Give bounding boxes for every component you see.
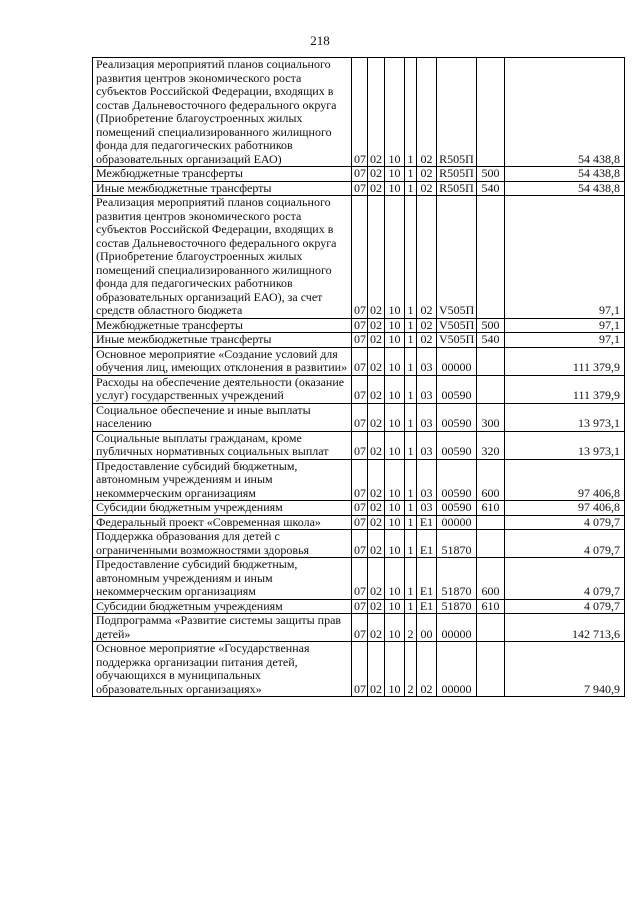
amount: 13 973,1 — [505, 403, 625, 431]
code-subprogram: 1 — [405, 599, 417, 614]
code-subprogram: 2 — [405, 614, 417, 642]
code-section: 07 — [352, 375, 368, 403]
code-direction: 00590 — [437, 501, 477, 516]
code-section: 07 — [352, 558, 368, 600]
amount: 97 406,8 — [505, 501, 625, 516]
row-name: Подпрограмма «Развитие системы защиты прав детей» — [93, 614, 352, 642]
row-name: Субсидии бюджетным учреждениям — [93, 599, 352, 614]
code-event: E1 — [417, 515, 437, 530]
row-name: Предоставление субсидий бюджетным, автономным учреждениям и иным некоммерческим организациям — [93, 459, 352, 501]
code-subprogram: 1 — [405, 558, 417, 600]
code-section: 07 — [352, 347, 368, 375]
code-section: 07 — [352, 642, 368, 697]
code-subprogram: 1 — [405, 58, 417, 167]
code-subsection: 02 — [368, 501, 385, 516]
code-subprogram: 1 — [405, 530, 417, 558]
code-subsection: 02 — [368, 431, 385, 459]
row-name: Межбюджетные трансферты — [93, 167, 352, 182]
code-section: 07 — [352, 196, 368, 319]
code-section: 07 — [352, 58, 368, 167]
amount: 4 079,7 — [505, 558, 625, 600]
code-subsection: 02 — [368, 530, 385, 558]
table-row — [93, 459, 625, 501]
code-program: 10 — [385, 459, 405, 501]
row-name: Межбюджетные трансферты — [93, 318, 352, 333]
code-direction: 51870 — [437, 558, 477, 600]
table-row — [93, 558, 625, 600]
code-section: 07 — [352, 167, 368, 182]
code-event: 02 — [417, 333, 437, 348]
amount: 97,1 — [505, 318, 625, 333]
code-subprogram: 2 — [405, 642, 417, 697]
code-subprogram: 1 — [405, 333, 417, 348]
code-program: 10 — [385, 530, 405, 558]
code-program: 10 — [385, 347, 405, 375]
code-direction: 00590 — [437, 403, 477, 431]
code-section: 07 — [352, 459, 368, 501]
code-expense-type: 610 — [477, 501, 505, 516]
code-subsection: 02 — [368, 375, 385, 403]
code-event: 03 — [417, 403, 437, 431]
code-subsection: 02 — [368, 167, 385, 182]
code-expense-type: 500 — [477, 318, 505, 333]
code-direction: 51870 — [437, 530, 477, 558]
code-direction: 00000 — [437, 347, 477, 375]
code-subsection: 02 — [368, 58, 385, 167]
code-section: 07 — [352, 501, 368, 516]
table-row — [93, 599, 625, 614]
code-section: 07 — [352, 515, 368, 530]
code-expense-type — [477, 515, 505, 530]
code-event: 03 — [417, 375, 437, 403]
code-expense-type — [477, 196, 505, 319]
table-row — [93, 614, 625, 642]
table-row — [93, 515, 625, 530]
code-direction: 00590 — [437, 459, 477, 501]
code-section: 07 — [352, 333, 368, 348]
code-program: 10 — [385, 333, 405, 348]
row-name: Основное мероприятие «Государственная поддержка организации питания детей, обучающихся в муниципальных образовательных организациях» — [93, 642, 352, 697]
code-expense-type — [477, 642, 505, 697]
code-event: 03 — [417, 347, 437, 375]
table-row — [93, 403, 625, 431]
amount: 54 438,8 — [505, 167, 625, 182]
code-direction: 00000 — [437, 614, 477, 642]
table-row — [93, 501, 625, 516]
table-row — [93, 181, 625, 196]
row-name: Федеральный проект «Современная школа» — [93, 515, 352, 530]
code-expense-type: 600 — [477, 459, 505, 501]
code-program: 10 — [385, 167, 405, 182]
amount: 142 713,6 — [505, 614, 625, 642]
code-program: 10 — [385, 558, 405, 600]
code-expense-type: 500 — [477, 167, 505, 182]
code-expense-type: 300 — [477, 403, 505, 431]
code-program: 10 — [385, 58, 405, 167]
code-subsection: 02 — [368, 614, 385, 642]
table-row — [93, 431, 625, 459]
page-number: 218 — [310, 33, 330, 48]
code-expense-type — [477, 58, 505, 167]
amount: 4 079,7 — [505, 599, 625, 614]
code-direction: 00590 — [437, 375, 477, 403]
code-direction: 00000 — [437, 642, 477, 697]
row-name: Поддержка образования для детей с ограниченными возможностями здоровья — [93, 530, 352, 558]
code-direction: 00590 — [437, 431, 477, 459]
code-section: 07 — [352, 599, 368, 614]
code-subprogram: 1 — [405, 375, 417, 403]
code-expense-type — [477, 375, 505, 403]
code-direction: V505П — [437, 196, 477, 319]
code-event: 03 — [417, 431, 437, 459]
code-program: 10 — [385, 501, 405, 516]
code-event: 02 — [417, 167, 437, 182]
table-row — [93, 642, 625, 697]
amount: 97 406,8 — [505, 459, 625, 501]
row-name: Социальные выплаты гражданам, кроме публичных нормативных социальных выплат — [93, 431, 352, 459]
code-program: 10 — [385, 196, 405, 319]
code-program: 10 — [385, 642, 405, 697]
amount: 97,1 — [505, 196, 625, 319]
code-subsection: 02 — [368, 642, 385, 697]
code-event: 02 — [417, 181, 437, 196]
code-subsection: 02 — [368, 333, 385, 348]
code-subprogram: 1 — [405, 347, 417, 375]
code-direction: R505П — [437, 58, 477, 167]
row-name: Расходы на обеспечение деятельности (оказание услуг) государственных учреждений — [93, 375, 352, 403]
code-event: 00 — [417, 614, 437, 642]
amount: 4 079,7 — [505, 530, 625, 558]
code-expense-type: 610 — [477, 599, 505, 614]
code-subprogram: 1 — [405, 501, 417, 516]
code-section: 07 — [352, 431, 368, 459]
row-name: Иные межбюджетные трансферты — [93, 333, 352, 348]
code-expense-type: 320 — [477, 431, 505, 459]
code-expense-type: 600 — [477, 558, 505, 600]
code-program: 10 — [385, 375, 405, 403]
code-direction: R505П — [437, 181, 477, 196]
code-subprogram: 1 — [405, 181, 417, 196]
code-subsection: 02 — [368, 459, 385, 501]
code-program: 10 — [385, 318, 405, 333]
code-direction: 00000 — [437, 515, 477, 530]
table-row — [93, 196, 625, 319]
code-direction: V505П — [437, 318, 477, 333]
code-event: E1 — [417, 530, 437, 558]
table-row — [93, 375, 625, 403]
table-row — [93, 333, 625, 348]
code-subprogram: 1 — [405, 196, 417, 319]
code-expense-type — [477, 347, 505, 375]
row-name: Субсидии бюджетным учреждениям — [93, 501, 352, 516]
code-subsection: 02 — [368, 599, 385, 614]
code-expense-type — [477, 614, 505, 642]
row-name: Предоставление субсидий бюджетным, автономным учреждениям и иным некоммерческим организациям — [93, 558, 352, 600]
amount: 111 379,9 — [505, 347, 625, 375]
code-event: E1 — [417, 599, 437, 614]
budget-table-body — [93, 58, 625, 697]
code-expense-type: 540 — [477, 333, 505, 348]
code-event: E1 — [417, 558, 437, 600]
amount: 13 973,1 — [505, 431, 625, 459]
code-section: 07 — [352, 530, 368, 558]
code-section: 07 — [352, 403, 368, 431]
code-program: 10 — [385, 515, 405, 530]
amount: 7 940,9 — [505, 642, 625, 697]
code-section: 07 — [352, 614, 368, 642]
code-direction: V505П — [437, 333, 477, 348]
code-subprogram: 1 — [405, 318, 417, 333]
code-event: 02 — [417, 642, 437, 697]
code-event: 02 — [417, 318, 437, 333]
code-subprogram: 1 — [405, 515, 417, 530]
amount: 54 438,8 — [505, 181, 625, 196]
code-subsection: 02 — [368, 558, 385, 600]
code-direction: R505П — [437, 167, 477, 182]
code-program: 10 — [385, 181, 405, 196]
code-program: 10 — [385, 599, 405, 614]
code-subprogram: 1 — [405, 167, 417, 182]
code-subprogram: 1 — [405, 459, 417, 501]
row-name: Реализация мероприятий планов социального развития центров экономического роста субъектов Российской Федерации, входящих в состав Дальневосточного федерального округа (Приобретение благоустроенных жилых помещений специализированного жилищного фонда для педагогических работников образовательных организаций ЕАО) — [93, 58, 352, 167]
row-name: Реализация мероприятий планов социального развития центров экономического роста субъектов Российской Федерации, входящих в состав Дальневосточного федерального округа (Приобретение благоустроенных жилых помещений специализированного жилищного фонда для педагогических работников образовательных организаций ЕАО), за счет средств областного бюджета — [93, 196, 352, 319]
code-subsection: 02 — [368, 515, 385, 530]
code-expense-type: 540 — [477, 181, 505, 196]
code-subsection: 02 — [368, 318, 385, 333]
code-subprogram: 1 — [405, 431, 417, 459]
code-expense-type — [477, 530, 505, 558]
code-subsection: 02 — [368, 403, 385, 431]
code-event: 02 — [417, 196, 437, 319]
amount: 4 079,7 — [505, 515, 625, 530]
code-subsection: 02 — [368, 181, 385, 196]
code-program: 10 — [385, 403, 405, 431]
code-event: 03 — [417, 459, 437, 501]
row-name: Иные межбюджетные трансферты — [93, 181, 352, 196]
table-row — [93, 58, 625, 167]
code-section: 07 — [352, 318, 368, 333]
amount: 111 379,9 — [505, 375, 625, 403]
amount: 54 438,8 — [505, 58, 625, 167]
code-program: 10 — [385, 614, 405, 642]
amount: 97,1 — [505, 333, 625, 348]
row-name: Основное мероприятие «Создание условий для обучения лиц, имеющих отклонения в развитии» — [93, 347, 352, 375]
code-event: 02 — [417, 58, 437, 167]
budget-table — [92, 57, 625, 697]
code-subsection: 02 — [368, 347, 385, 375]
code-direction: 51870 — [437, 599, 477, 614]
table-row — [93, 530, 625, 558]
row-name: Социальное обеспечение и иные выплаты населению — [93, 403, 352, 431]
code-subprogram: 1 — [405, 403, 417, 431]
table-row — [93, 347, 625, 375]
code-program: 10 — [385, 431, 405, 459]
table-row — [93, 167, 625, 182]
code-event: 03 — [417, 501, 437, 516]
table-row — [93, 318, 625, 333]
code-subsection: 02 — [368, 196, 385, 319]
code-section: 07 — [352, 181, 368, 196]
